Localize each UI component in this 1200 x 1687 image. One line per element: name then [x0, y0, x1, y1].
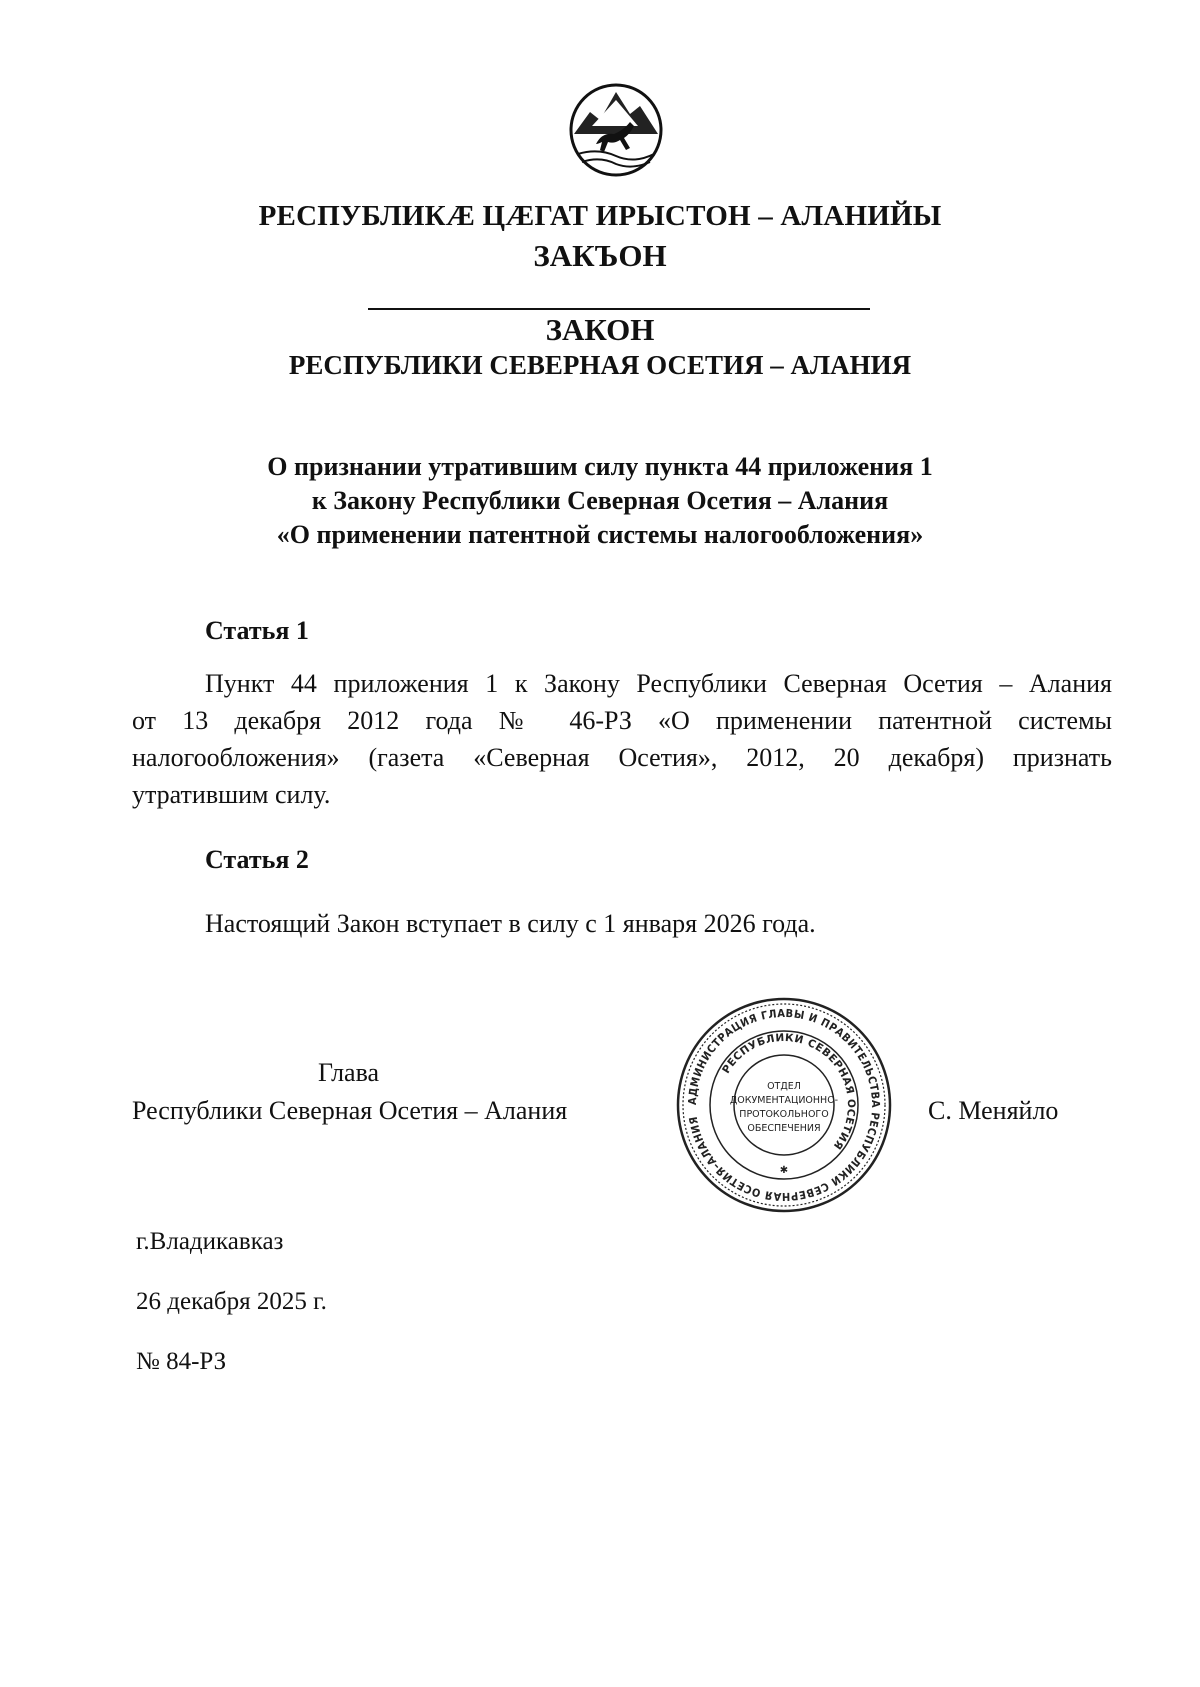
article-2-heading: Статья 2: [205, 845, 309, 874]
signatory-name: С. Меняйло: [928, 1096, 1059, 1125]
article-1-line: налогообложения» (газета «Северная Осетия», 2012, 20 декабря) признать: [132, 743, 1112, 772]
article-1-line: Пункт 44 приложения 1 к Закону Республики Северная Осетия – Алания: [205, 669, 1112, 698]
header-russian-line: РЕСПУБЛИКИ СЕВЕРНАЯ ОСЕТИЯ – АЛАНИЯ: [288, 350, 912, 380]
stamp-inner-text: РЕСПУБЛИКИ СЕВЕРНАЯ ОСЕТИЯ: [720, 1031, 858, 1152]
article-2-text: Настоящий Закон вступает в силу с 1 января 2026 года.: [205, 909, 816, 938]
place-of-signing: г.Владикавказ: [136, 1228, 284, 1255]
law-title-line: О признании утратившим силу пункта 44 приложения 1: [267, 452, 933, 481]
article-1-line: утратившим силу.: [132, 780, 331, 809]
stamp-center-line: ОБЕСПЕЧЕНИЯ: [747, 1123, 821, 1134]
coat-of-arms-leopard-icon: [568, 82, 664, 178]
stamp-center-line: ПРОТОКОЛЬНОГО: [739, 1109, 829, 1120]
header-russian-word: ЗАКОН: [545, 312, 655, 347]
header-divider: [368, 308, 870, 310]
svg-text:✱: ✱: [779, 1165, 789, 1176]
date-of-signing: 26 декабря 2025 г.: [136, 1288, 327, 1315]
official-seal-icon: [674, 995, 894, 1215]
signatory-title: Глава: [318, 1058, 380, 1087]
article-1-heading: Статья 1: [205, 616, 309, 645]
law-title: [0, 450, 1200, 552]
article-1-text: [132, 665, 1112, 813]
header-ossetian-word: ЗАКЪОН: [533, 238, 667, 273]
article-1-line: от 13 декабря 2012 года № 46-РЗ «О применении патентной системы: [132, 706, 1112, 735]
header-ossetian-line: РЕСПУБЛИКÆ ЦÆГАТ ИРЫСТОН – АЛАНИЙЫ: [258, 200, 942, 232]
law-title-line: к Закону Республики Северная Осетия – Алания: [311, 486, 889, 515]
stamp-center-line: ОТДЕЛ: [767, 1081, 801, 1092]
law-number: № 84-РЗ: [136, 1348, 227, 1375]
stamp-outer-text: АДМИНИСТРАЦИЯ ГЛАВЫ И ПРАВИТЕЛЬСТВА РЕСПУБЛИКИ СЕВЕРНАЯ ОСЕТИЯ–АЛАНИЯ: [685, 1006, 883, 1204]
law-title-line: «О применении патентной системы налогообложения»: [276, 520, 924, 549]
stamp-center-line: ДОКУМЕНТАЦИОННО-: [729, 1095, 839, 1106]
signatory-organization: Республики Северная Осетия – Алания: [132, 1096, 568, 1125]
